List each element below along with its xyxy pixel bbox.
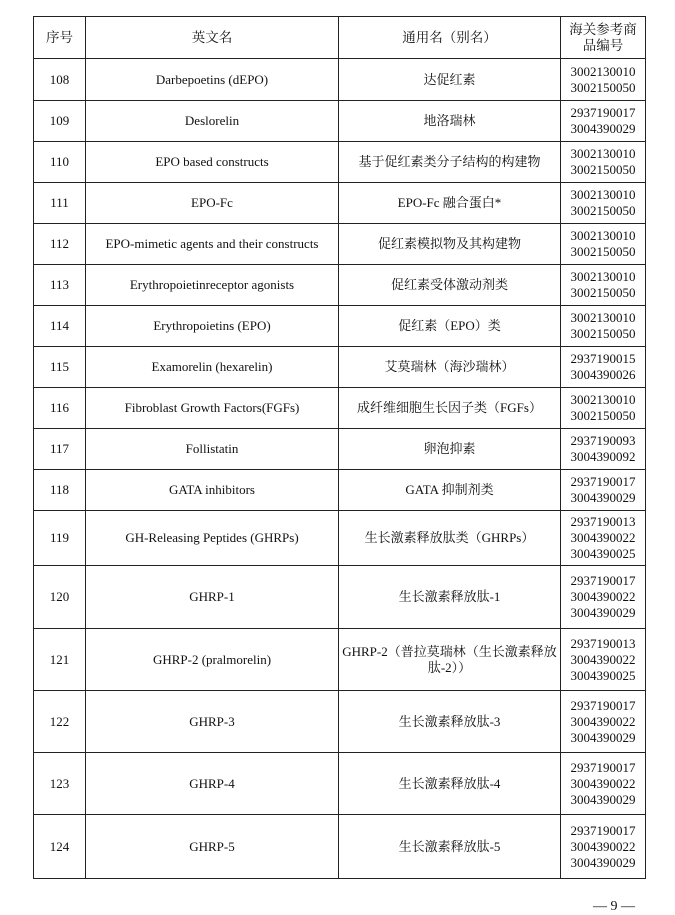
- customs-code: 2937190015: [570, 351, 636, 366]
- row-english-name: GHRP-3: [86, 691, 339, 753]
- row-number: 124: [34, 815, 86, 879]
- table-body: [34, 59, 646, 879]
- row-english-name: EPO-mimetic agents and their constructs: [86, 224, 339, 265]
- row-common-name: 基于促红素类分子结构的构建物: [339, 142, 561, 183]
- row-customs-codes: [561, 566, 646, 629]
- row-english-name: Deslorelin: [86, 101, 339, 142]
- customs-code: 3002150050: [570, 285, 636, 300]
- row-common-name: 艾莫瑞林（海沙瑞林）: [339, 347, 561, 388]
- row-number: 113: [34, 265, 86, 306]
- row-english-name: Erythropoietinreceptor agonists: [86, 265, 339, 306]
- row-number: 123: [34, 753, 86, 815]
- row-english-name: Fibroblast Growth Factors(FGFs): [86, 388, 339, 429]
- table-row: [34, 429, 646, 470]
- row-common-name: 生长激素释放肽-5: [339, 815, 561, 879]
- table-row: [34, 815, 646, 879]
- customs-code: 2937190017: [570, 822, 636, 838]
- row-number: 109: [34, 101, 86, 142]
- customs-code: 3002150050: [570, 162, 636, 177]
- row-number: 121: [34, 629, 86, 691]
- header-common-name: 通用名（别名）: [339, 17, 561, 59]
- customs-code: 3002130010: [570, 63, 636, 79]
- row-common-name: GATA 抑制剂类: [339, 470, 561, 511]
- row-customs-codes: [561, 629, 646, 691]
- table-row: [34, 59, 646, 101]
- customs-code: 3004390029: [570, 729, 636, 745]
- row-english-name: GHRP-1: [86, 566, 339, 629]
- table-row: [34, 101, 646, 142]
- row-number: 115: [34, 347, 86, 388]
- row-common-name: 促红素（EPO）类: [339, 306, 561, 347]
- row-common-name: 生长激素释放肽-1: [339, 566, 561, 629]
- customs-code: 3002150050: [570, 203, 636, 218]
- row-common-name: GHRP-2（普拉莫瑞林（生长激素释放肽-2））: [339, 629, 561, 691]
- customs-code: 3002130010: [570, 310, 636, 325]
- row-customs-codes: [561, 59, 646, 101]
- row-english-name: Follistatin: [86, 429, 339, 470]
- customs-code: 3002150050: [570, 326, 636, 341]
- row-english-name: GHRP-2 (pralmorelin): [86, 629, 339, 691]
- customs-code: 3002150050: [570, 79, 636, 95]
- row-number: 111: [34, 183, 86, 224]
- row-customs-codes: [561, 691, 646, 753]
- customs-code: 3002130010: [570, 269, 636, 284]
- table-row: [34, 691, 646, 753]
- row-common-name: 地洛瑞林: [339, 101, 561, 142]
- header-customs-code: 海关参考商品编号: [561, 17, 646, 59]
- table-row: [34, 511, 646, 566]
- row-customs-codes: [561, 815, 646, 879]
- table-row: [34, 470, 646, 511]
- row-common-name: 生长激素释放肽-3: [339, 691, 561, 753]
- table-row: [34, 183, 646, 224]
- customs-code: 3004390025: [570, 667, 636, 683]
- customs-code: 2937190013: [570, 514, 636, 529]
- row-number: 122: [34, 691, 86, 753]
- customs-code: 3002130010: [570, 392, 636, 407]
- table-row: [34, 388, 646, 429]
- row-common-name: 生长激素释放肽类（GHRPs）: [339, 511, 561, 566]
- customs-code: 3002130010: [570, 228, 636, 243]
- row-english-name: GH-Releasing Peptides (GHRPs): [86, 511, 339, 566]
- row-number: 116: [34, 388, 86, 429]
- customs-code: 3004390022: [570, 651, 636, 667]
- row-customs-codes: [561, 347, 646, 388]
- customs-code: 2937190017: [570, 697, 636, 713]
- row-common-name: EPO-Fc 融合蛋白*: [339, 183, 561, 224]
- customs-code: 3002130010: [570, 187, 636, 202]
- row-number: 108: [34, 59, 86, 101]
- row-customs-codes: [561, 388, 646, 429]
- row-english-name: GATA inhibitors: [86, 470, 339, 511]
- customs-code: 2937190093: [570, 433, 636, 448]
- customs-code: 3004390026: [570, 367, 636, 382]
- row-customs-codes: [561, 183, 646, 224]
- header-row: [34, 17, 646, 59]
- row-customs-codes: [561, 265, 646, 306]
- header-no: 序号: [34, 17, 86, 59]
- row-common-name: 促红素模拟物及其构建物: [339, 224, 561, 265]
- table-row: [34, 224, 646, 265]
- customs-code: 3004390029: [570, 605, 636, 620]
- customs-code: 2937190017: [570, 105, 636, 120]
- customs-code: 3004390029: [570, 490, 636, 505]
- customs-code: 2937190017: [570, 474, 636, 489]
- customs-code: 3002150050: [570, 408, 636, 423]
- row-customs-codes: [561, 224, 646, 265]
- substance-table: [33, 16, 646, 879]
- customs-code: 3004390022: [570, 713, 636, 729]
- row-english-name: GHRP-4: [86, 753, 339, 815]
- table-row: [34, 306, 646, 347]
- row-common-name: 卵泡抑素: [339, 429, 561, 470]
- row-common-name: 生长激素释放肽-4: [339, 753, 561, 815]
- row-number: 120: [34, 566, 86, 629]
- row-customs-codes: [561, 306, 646, 347]
- table-row: [34, 142, 646, 183]
- customs-code: 3004390025: [570, 546, 636, 561]
- customs-code: 3004390029: [570, 791, 636, 807]
- row-english-name: EPO-Fc: [86, 183, 339, 224]
- header-english-name: 英文名: [86, 17, 339, 59]
- row-english-name: Darbepoetins (dEPO): [86, 59, 339, 101]
- customs-code: 2937190017: [570, 759, 636, 775]
- row-number: 114: [34, 306, 86, 347]
- row-customs-codes: [561, 142, 646, 183]
- page-number: — 9 —: [593, 899, 635, 914]
- table-row: [34, 753, 646, 815]
- customs-code: 3004390022: [570, 589, 636, 604]
- row-number: 118: [34, 470, 86, 511]
- table-row: [34, 566, 646, 629]
- table-row: [34, 347, 646, 388]
- customs-code: 3004390022: [570, 530, 636, 545]
- row-number: 112: [34, 224, 86, 265]
- row-english-name: Erythropoietins (EPO): [86, 306, 339, 347]
- row-number: 119: [34, 511, 86, 566]
- customs-code: 3004390029: [570, 121, 636, 136]
- row-english-name: EPO based constructs: [86, 142, 339, 183]
- row-common-name: 成纤维细胞生长因子类（FGFs）: [339, 388, 561, 429]
- row-english-name: GHRP-5: [86, 815, 339, 879]
- customs-code: 3004390092: [570, 449, 636, 464]
- row-customs-codes: [561, 470, 646, 511]
- customs-code: 2937190013: [570, 635, 636, 651]
- row-english-name: Examorelin (hexarelin): [86, 347, 339, 388]
- row-customs-codes: [561, 429, 646, 470]
- row-common-name: 促红素受体激动剂类: [339, 265, 561, 306]
- customs-code: 3004390022: [570, 775, 636, 791]
- row-customs-codes: [561, 753, 646, 815]
- table-row: [34, 629, 646, 691]
- row-number: 110: [34, 142, 86, 183]
- row-number: 117: [34, 429, 86, 470]
- row-common-name: 达促红素: [339, 59, 561, 101]
- customs-code: 3002130010: [570, 146, 636, 161]
- table-row: [34, 265, 646, 306]
- row-customs-codes: [561, 101, 646, 142]
- row-customs-codes: [561, 511, 646, 566]
- customs-code: 3004390022: [570, 838, 636, 854]
- customs-code: 3002150050: [570, 244, 636, 259]
- customs-code: 2937190017: [570, 573, 636, 588]
- customs-code: 3004390029: [570, 854, 636, 870]
